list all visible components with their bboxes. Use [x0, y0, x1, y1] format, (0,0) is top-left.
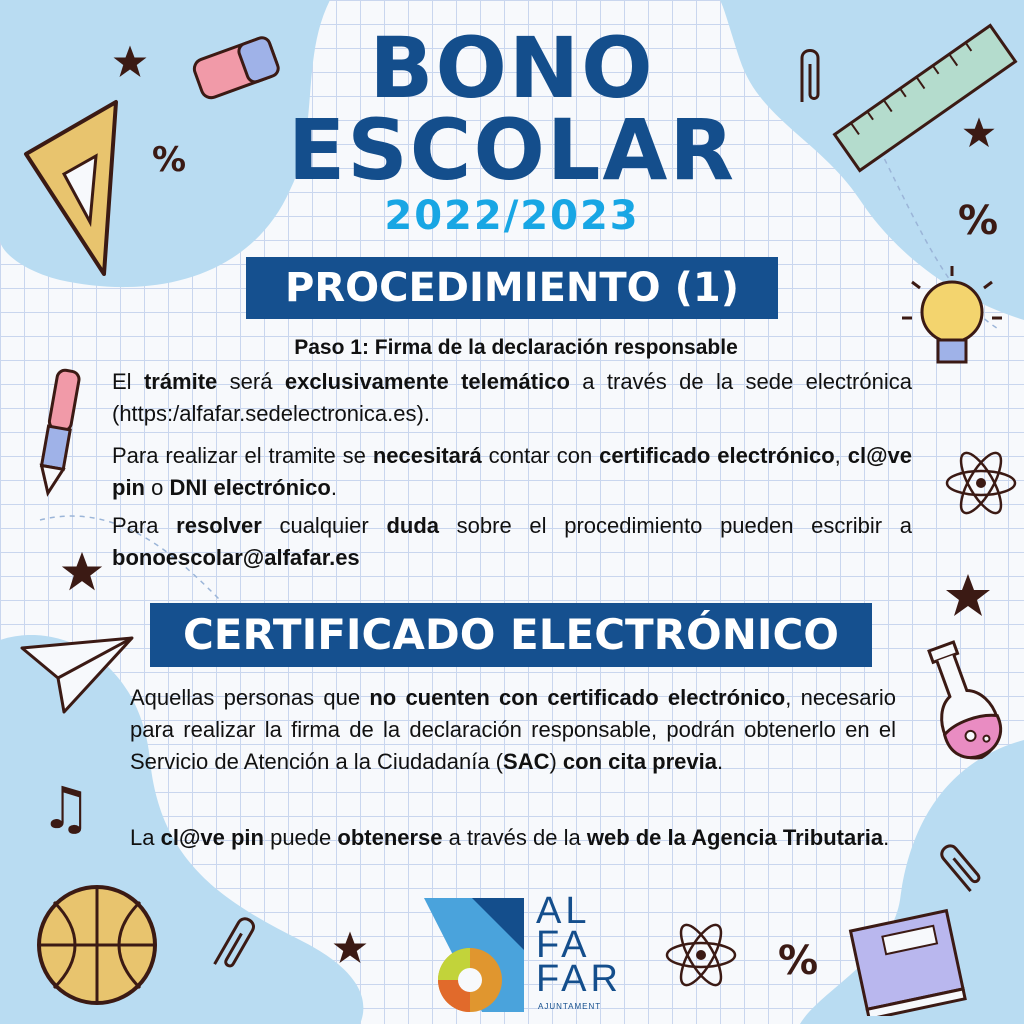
logo-text-far: FAR	[536, 958, 622, 1000]
lightbulb-icon	[902, 262, 1012, 382]
percent-icon: %	[958, 198, 999, 244]
flask-icon	[910, 636, 1020, 776]
alfafar-logo	[412, 890, 622, 1018]
star-icon	[60, 550, 104, 594]
paper-plane-icon	[18, 626, 136, 716]
basketball-icon	[32, 880, 162, 1010]
star-icon	[944, 572, 992, 620]
percent-icon: %	[778, 938, 819, 984]
notebook-icon	[842, 906, 972, 1016]
atom-icon	[664, 918, 738, 992]
alfafar-logo-mark	[412, 890, 534, 1018]
music-note-icon: ♫	[40, 774, 92, 842]
pen-icon	[34, 360, 84, 500]
title-year: 2022/2023	[384, 193, 640, 239]
paperclip-icon	[930, 836, 990, 896]
title-escolar: ESCOLAR	[287, 101, 737, 199]
star-icon	[332, 930, 368, 966]
logo-text-fa: FA	[536, 924, 591, 966]
step-title: Paso 1: Firma de la declaración responsable	[294, 336, 738, 359]
percent-icon: %	[152, 140, 187, 180]
paperclip-icon	[206, 908, 266, 978]
atom-icon	[944, 446, 1018, 520]
paragraph-clave-pin: La cl@ve pin puede obtenerse a través de la web de la Agencia Tributaria.	[130, 825, 890, 850]
title-bono: BONO	[369, 19, 655, 117]
paragraph-obtener-certificado: Aquellas personas que no cuenten con certificado electrónico, necesario para realizar la firma de la declaración responsable, podrán obtenerlo en el Servicio de Atención a la Ciudadanía (SAC) con cita previa.	[130, 685, 896, 774]
logo-subtitle: AJUNTAMENT	[538, 1002, 602, 1011]
paragraph-dudas: Para resolver cualquier duda sobre el procedimiento pueden escribir a bonoescolar@alfafar.es	[112, 513, 912, 570]
paragraph-requisitos: Para realizar el tramite se necesitará contar con certificado electrónico, cl@ve pin o DNI electrónico.	[112, 443, 912, 500]
paragraph-tramite: El trámite será exclusivamente telemático a través de la sede electrónica (https:/alfafar.sedelectronica.es).	[112, 369, 912, 426]
section-heading-procedimiento: PROCEDIMIENTO (1)	[246, 257, 778, 319]
contact-email: bonoescolar@alfafar.es	[112, 545, 360, 570]
section-heading-certificado: CERTIFICADO ELECTRÓNICO	[150, 603, 872, 667]
logo-text-al: AL	[536, 890, 591, 932]
